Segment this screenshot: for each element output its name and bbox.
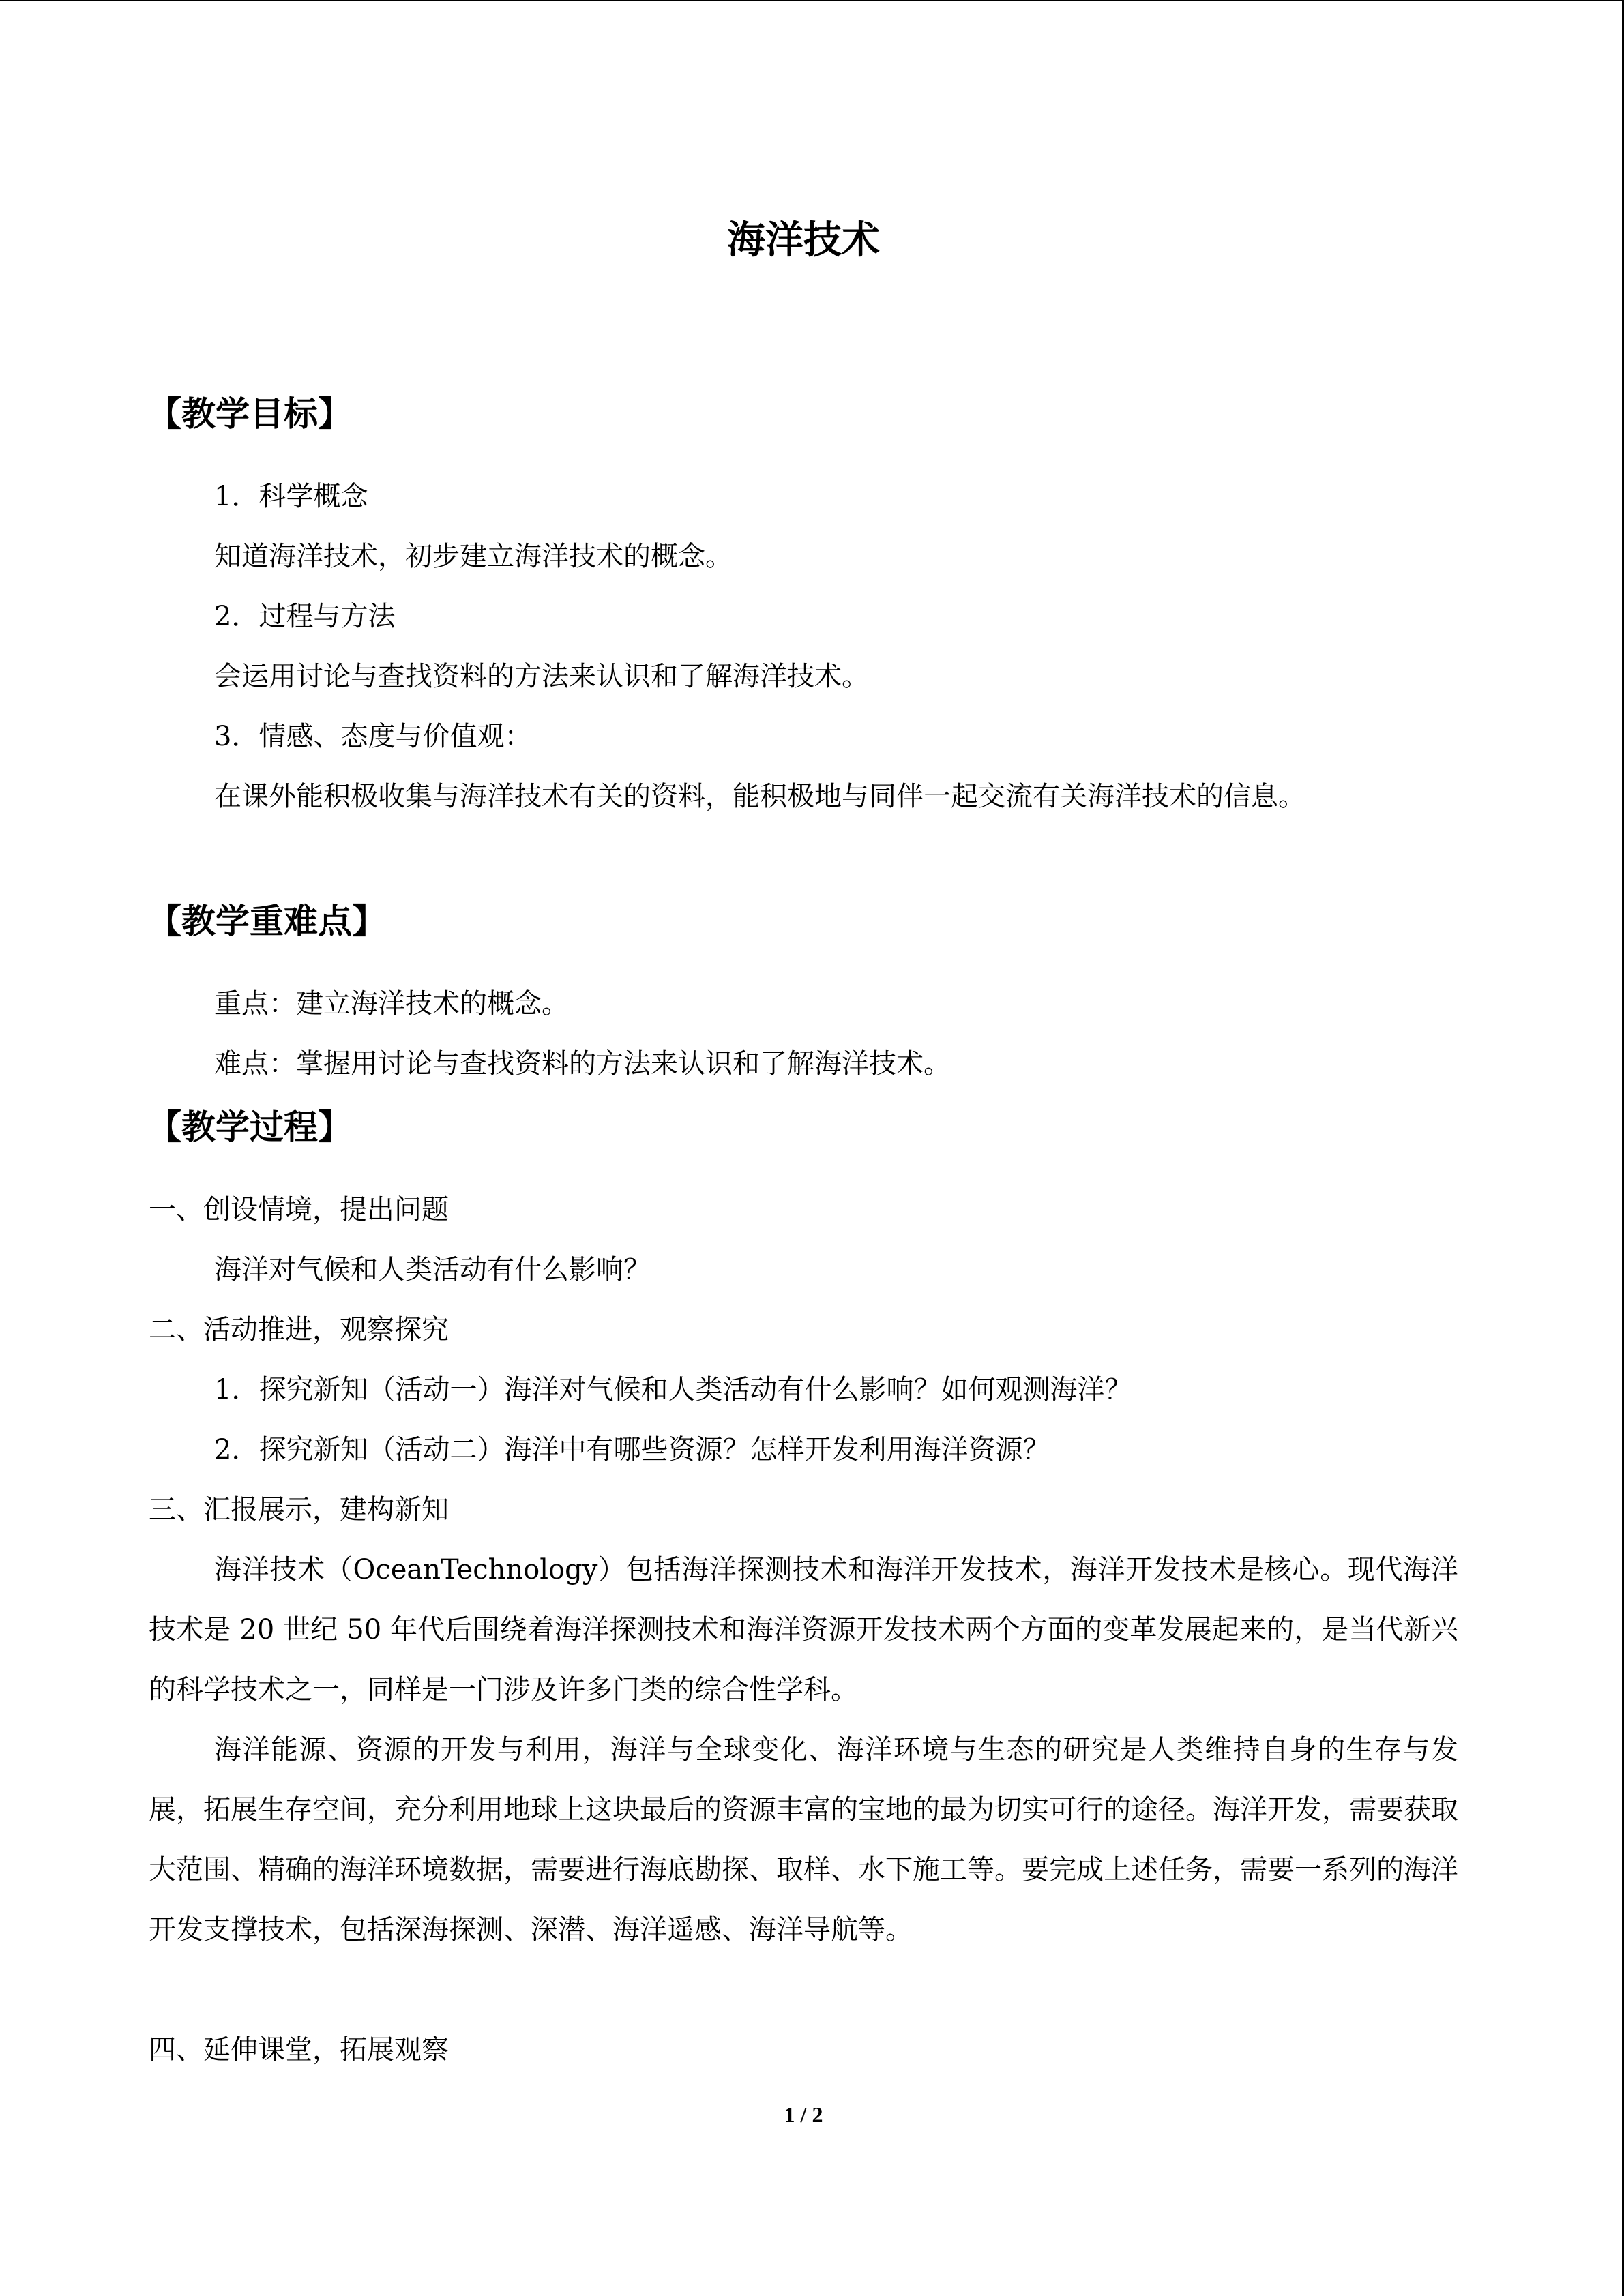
document-page <box>149 0 1458 2296</box>
process-step-4-title: 四、延伸课堂，拓展观察 <box>149 2034 449 2066</box>
process-step-2-item-1: 1．探究新知（活动一）海洋对气候和人类活动有什么影响？如何观测海洋？ <box>214 1374 1132 1405</box>
process-heading: 【教学过程】 <box>147 1107 352 1147</box>
key-points-heading: 【教学重难点】 <box>147 901 386 941</box>
process-step-1-text: 海洋对气候和人类活动有什么影响？ <box>214 1254 651 1285</box>
process-step-1-title: 一、创设情境，提出问题 <box>149 1194 449 1225</box>
objectives-heading: 【教学目标】 <box>147 394 352 434</box>
process-step-3-title: 三、汇报展示，建构新知 <box>149 1494 449 1525</box>
objective-1-title: 1．科学概念 <box>214 481 368 512</box>
objective-3-title: 3．情感、态度与价值观： <box>214 721 532 752</box>
process-step-3-paragraph-2: 海洋能源、资源的开发与利用，海洋与全球变化、海洋环境与生态的研究是人类维持自身的生存与发展，拓展生存空间，充分利用地球上这块最后的资源丰富的宝地的最为切实可行的途径。海洋开发，需要获取大范围、精确的海洋环境数据，需要进行海底勘探、取样、水下施工等。要完成上述任务，需要一系列的海洋开发支撑技术，包括深海探测、深潜、海洋遥感、海洋导航等。 <box>149 1734 1458 1945</box>
process-step-2-item-2: 2．探究新知（活动二）海洋中有哪些资源？怎样开发利用海洋资源？ <box>214 1434 1050 1465</box>
key-point-focus: 重点：建立海洋技术的概念。 <box>214 988 569 1019</box>
objective-2-text: 会运用讨论与查找资料的方法来认识和了解海洋技术。 <box>214 661 869 692</box>
objective-2-title: 2．过程与方法 <box>214 601 396 632</box>
objective-1-text: 知道海洋技术，初步建立海洋技术的概念。 <box>214 541 733 572</box>
document-title: 海洋技术 <box>727 218 880 263</box>
process-step-3-paragraph-1: 海洋技术（OceanTechnology）包括海洋探测技术和海洋开发技术，海洋开发技术是核心。现代海洋技术是 20 世纪 50 年代后围绕着海洋探测技术和海洋资源开发技术两个方面的变革发展起来的，是当代新兴的科学技术之一，同样是一门涉及许多门类的综合性学科。 <box>149 1554 1458 1705</box>
process-step-2-title: 二、活动推进，观察探究 <box>149 1314 449 1345</box>
key-point-difficulty: 难点：掌握用讨论与查找资料的方法来认识和了解海洋技术。 <box>214 1048 951 1079</box>
objective-3-text: 在课外能积极收集与海洋技术有关的资料，能积极地与同伴一起交流有关海洋技术的信息。 <box>214 781 1305 812</box>
page-number: 1 / 2 <box>784 2102 823 2127</box>
